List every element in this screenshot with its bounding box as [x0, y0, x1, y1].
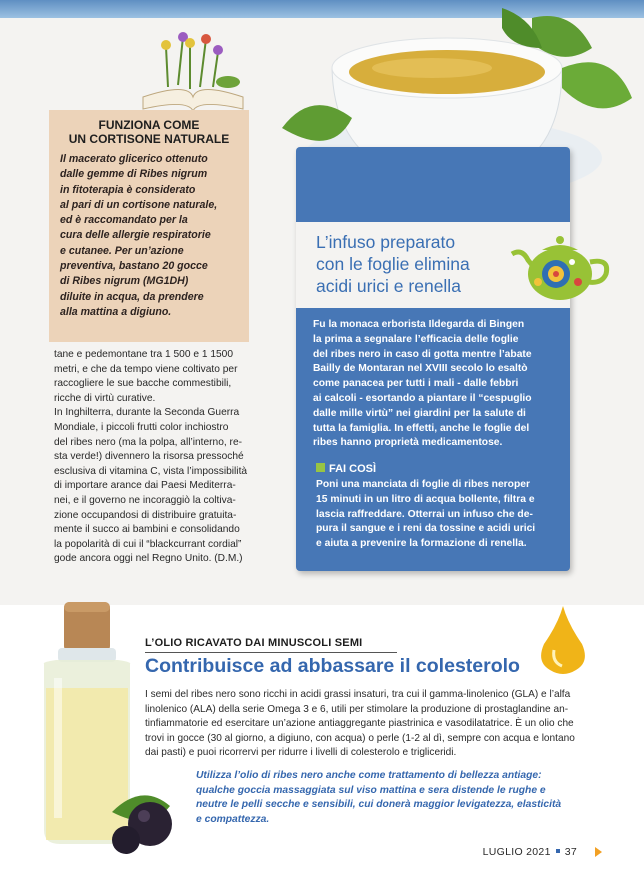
body-line: trovi in gocce (30 al giorno, a digiuno, con acqua) o perle (1-2 al dì, sempre con acqua e lontano: [145, 732, 575, 744]
panel-line: Poni una manciata di foglie di ribes neroper: [316, 479, 530, 490]
text-line: Mondiale, i piccoli frutti color inchiostro: [54, 421, 229, 433]
text-line: di importare arance dai Paesi Mediterra-: [54, 480, 236, 492]
body-line: linolenico (ALA) della serie Omega 3 e 6, utili per stimolare la produzione di prostaglandine an-: [145, 703, 569, 715]
page-number: 37: [564, 846, 577, 858]
callout-line: preventiva, bastano 20 gocce: [60, 260, 208, 273]
fai-cosi-label: FAI COSÌ: [329, 463, 377, 475]
text-line: metri, e che da tempo viene coltivato per: [54, 363, 238, 375]
body-line: I semi del ribes nero sono ricchi in acidi grassi insaturi, tra cui il gamma-linolenico (GLA) e l’alfa: [145, 689, 571, 700]
callout-line: dalle gemme di Ribes nigrum: [60, 168, 208, 181]
text-line: mente il succo ai bambini e consolidando: [54, 524, 240, 536]
callout-line: di Ribes nigrum (MG1DH): [60, 275, 189, 288]
callout-line: cura delle allergie respiratorie: [60, 229, 211, 242]
body-line: tinfiammatorie ed esercitare un’azione antiaggregante piastrinica e vasodilatatrice. È un olio che: [145, 718, 574, 730]
fai-cosi-body: [316, 478, 562, 552]
panel-line: lascia raffreddare. Otterrai un infuso che de-: [316, 508, 533, 520]
oil-drop-icon: [538, 604, 588, 676]
teapot-icon: [506, 230, 614, 304]
callout-line: al pari di un cortisone naturale,: [60, 198, 218, 211]
callout-line: ed è raccomandato per la: [60, 214, 188, 227]
panel-line: 15 minuti in un litro di acqua bollente, filtra e: [316, 493, 535, 505]
panel-line: Fu la monaca erborista Ildegarda di Bingen: [313, 319, 525, 330]
panel-line: e aiuta a prevenire la formazione di renella.: [316, 538, 527, 550]
callout-line: Il macerato glicerico ottenuto: [60, 153, 208, 165]
panel-line: tutta la famiglia. In effetti, anche le foglie del: [313, 422, 530, 434]
book-plants-illustration: [128, 27, 258, 117]
panel-line: ribes hanno proprietà medicamentose.: [313, 437, 503, 449]
section-tip: [196, 769, 608, 828]
section-headline: Contribuisce ad abbassare il colesterolo: [145, 655, 520, 677]
panel-line: pura il sangue e i reni da tossine e acidi urici: [316, 523, 536, 535]
section-body: [145, 688, 605, 761]
infuso-title-line: con le foglie elimina: [316, 253, 470, 274]
kicker-underline: [145, 652, 397, 653]
text-line: gode ancora oggi nel Regno Unito. (D.M.): [54, 553, 243, 565]
tip-line: qualche goccia massaggiata sul viso mattina e sera distende le rughe e: [196, 784, 546, 796]
infuso-title-line: L’infuso preparato: [316, 232, 456, 252]
infuso-title: [316, 232, 516, 297]
callout-body: [60, 152, 246, 320]
callout-title: [49, 118, 249, 146]
panel-line: la prima a segnalare l’efficacia delle foglie: [313, 333, 519, 345]
panel-line: Bailly de Montaran nel XVIII secolo lo esaltò: [313, 363, 528, 375]
infuso-title-line: acidi urici e renella: [316, 275, 461, 296]
left-column-text: [54, 348, 250, 567]
callout-line: alla mattina a digiuno.: [60, 305, 172, 318]
callout-title-line: FUNZIONA COME: [98, 118, 200, 132]
footer-month: LUGLIO 2021: [482, 846, 551, 858]
panel-line: dalle mille virtù” nei giardini per la salute di: [313, 407, 526, 419]
tip-line: neutre le pelli secche e sensibili, cui donerà maggior levigatezza, elasticità: [196, 799, 562, 811]
tip-line: e compattezza.: [196, 814, 270, 826]
text-line: ricche di virtù curative.: [54, 392, 156, 404]
panel-line: come panacea per tutti i mali - dalle febbri: [313, 378, 519, 390]
page-footer: [483, 846, 602, 858]
text-line: tane e pedemontane tra 1 500 e 1 1500: [54, 349, 233, 360]
green-square-icon: [316, 463, 325, 472]
callout-line: diluite in acqua, da prendere: [60, 290, 204, 303]
callout-title-line: UN CORTISONE NATURALE: [68, 132, 230, 146]
panel-line: del ribes nero in caso di gotta mentre l’abate: [313, 348, 532, 360]
text-line: esclusiva di vitamina C, vista l’impossibilità: [54, 465, 248, 477]
text-line: zione occupandosi di distribuire gratuita-: [54, 509, 237, 521]
text-line: raccogliere le sue bacche commestibili,: [54, 378, 232, 390]
callout-line: e cutanee. Per un’azione: [60, 244, 184, 257]
footer-separator: [556, 849, 560, 853]
panel-line: ai calcoli - esortando a piantare il “cespuglio: [313, 392, 532, 404]
text-line: In Inghilterra, durante la Seconda Guerra: [54, 407, 240, 419]
body-line: dai pasti) e puoi ricorrervi per ridurre i livelli di colesterolo e trigliceridi.: [145, 747, 457, 759]
text-line: sta verde!) divennero la risorsa pressoché: [54, 451, 244, 463]
text-line: nei, e il governo ne incoraggiò la coltiva-: [54, 494, 236, 506]
text-line: la popolarità di cui il “blackcurrant cordial”: [54, 538, 242, 550]
next-page-arrow-icon: [595, 847, 602, 857]
infuso-body: [313, 318, 561, 451]
callout-line: in fitoterapia è considerato: [60, 183, 196, 196]
section-kicker: L’OLIO RICAVATO DAI MINUSCOLI SEMI: [145, 637, 363, 649]
tip-line: Utilizza l’olio di ribes nero anche come trattamento di bellezza antiage:: [196, 770, 542, 781]
fai-cosi-heading: [316, 463, 376, 475]
text-line: del ribes nero (ma la polpa, all’interno, re-: [54, 436, 242, 448]
